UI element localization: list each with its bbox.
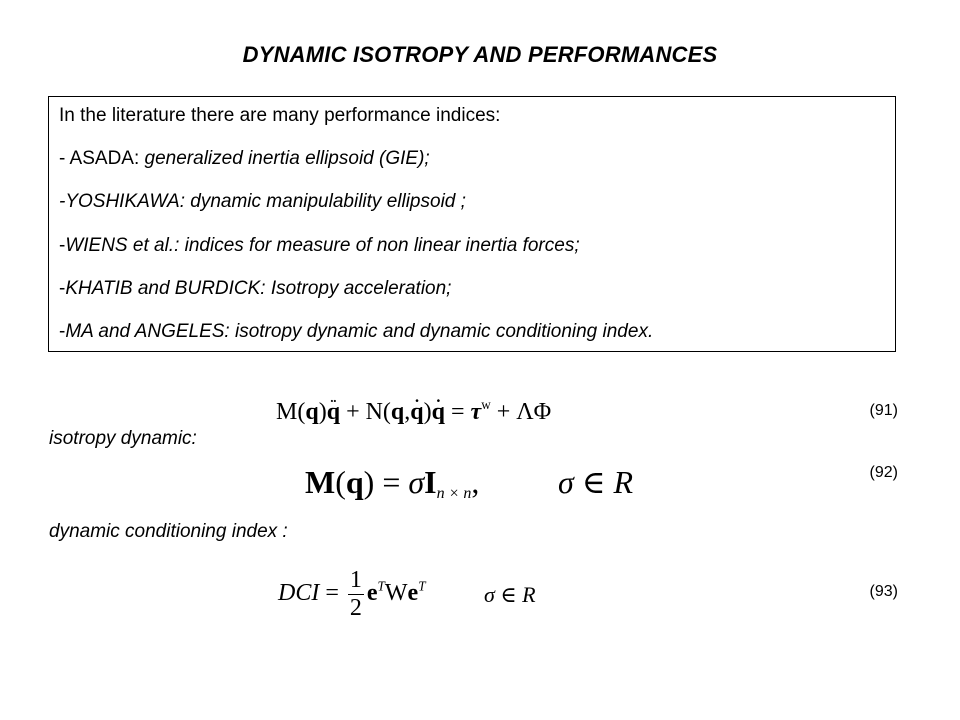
box-intro: In the literature there are many performance indices: bbox=[59, 105, 501, 126]
list-item-prefix: - bbox=[59, 235, 66, 256]
fraction-one-half: $\frac{1}{2}$ bbox=[349, 567, 362, 622]
list-item-yoshikawa bbox=[59, 191, 466, 213]
dci-label: dynamic conditioning index : bbox=[49, 521, 288, 542]
page-title: DYNAMIC ISOTROPY AND PERFORMANCES bbox=[242, 42, 718, 67]
list-item-prefix: - bbox=[59, 321, 66, 342]
equation-92: $M(q) = \sigma I_{n \times n}$, bbox=[305, 464, 480, 502]
equation-93-domain: σ ∈ R bbox=[484, 582, 536, 607]
list-item-prefix: -YOSHIKAWA: bbox=[59, 191, 191, 212]
list-item-khatib bbox=[59, 278, 451, 300]
equation-number-91: (91) bbox=[869, 402, 898, 419]
list-item-ma-angeles bbox=[59, 321, 653, 343]
list-item-wiens bbox=[59, 235, 580, 257]
list-item-asada bbox=[59, 148, 430, 170]
equation-93: DCI = $\frac{1}{2}$ $e^TWe^T$ bbox=[278, 567, 426, 622]
list-item-text: dynamic manipulability ellipsoid ; bbox=[190, 191, 466, 212]
equation-number-93: (93) bbox=[869, 583, 898, 600]
list-item-text: WIENS et al.: indices for measure of non linear inertia forces; bbox=[65, 235, 580, 256]
list-item-prefix: - ASADA: bbox=[59, 148, 145, 169]
equation-92-domain: σ ∈ R bbox=[558, 464, 634, 500]
list-item-text: generalized inertia ellipsoid (GIE); bbox=[144, 148, 430, 169]
list-item-text: MA and ANGELES: isotropy dynamic and dynamic conditioning index. bbox=[65, 321, 654, 342]
equation-number-92: (92) bbox=[869, 464, 898, 481]
list-item-text: KHATIB and BURDICK: Isotropy acceleration; bbox=[65, 278, 452, 299]
list-item-prefix: - bbox=[59, 278, 66, 299]
equation-91: M(q)q ¨ + N(q,q ˙)q ˙ = $\tau^w + \Lambda\Phi$ bbox=[276, 398, 551, 424]
isotropy-dynamic-label: isotropy dynamic: bbox=[49, 428, 197, 449]
performance-indices-box bbox=[48, 96, 896, 352]
